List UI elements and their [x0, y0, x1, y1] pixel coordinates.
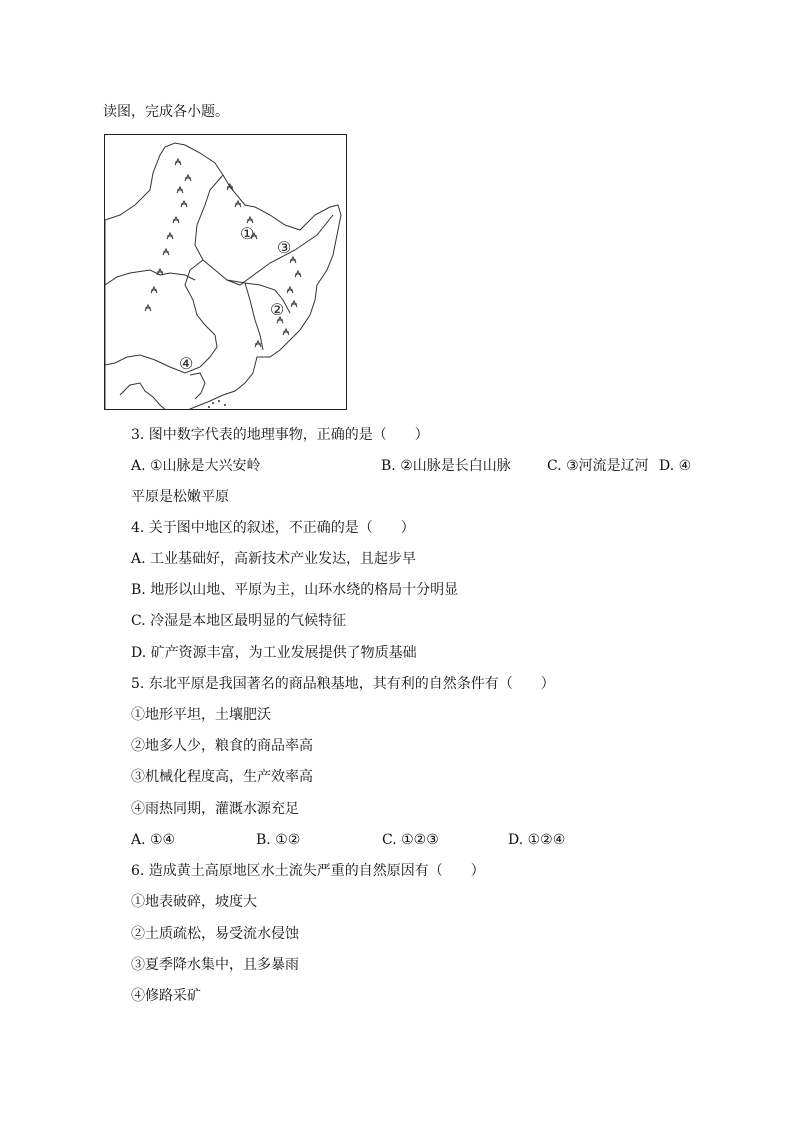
q4-option-a: A. 工业基础好，高新技术产业发达，且起步早	[131, 551, 417, 567]
question-3-stem: 3. 图中数字代表的地理事物，正确的是（ ）	[131, 427, 429, 443]
q4-option-d: D. 矿产资源丰富，为工业发展提供了物质基础	[131, 645, 417, 661]
q4-option-b: B. 地形以山地、平原为主，山环水绕的格局十分明显	[131, 582, 459, 598]
map-marker-3: ③	[277, 238, 292, 257]
q3-option-a: A. ①山脉是大兴安岭	[131, 458, 261, 474]
q5-item-1: ①地形平坦，土壤肥沃	[131, 707, 271, 723]
q5-option-b: B. ①②	[256, 832, 301, 848]
map-drawing	[105, 135, 347, 410]
q5-option-c: C. ①②③	[382, 832, 439, 848]
q6-item-2: ②土质疏松，易受流水侵蚀	[131, 926, 299, 942]
q5-item-4: ④雨热同期，灌溉水源充足	[131, 801, 299, 817]
q6-item-3: ③夏季降水集中，且多暴雨	[131, 957, 299, 973]
q6-item-4: ④修路采矿	[131, 988, 201, 1004]
question-6-stem: 6. 造成黄土高原地区水土流失严重的自然原因有（ ）	[131, 863, 485, 879]
q6-item-1: ①地表破碎，坡度大	[131, 894, 257, 910]
q5-option-a: A. ①④	[131, 832, 176, 848]
q3-option-d-continuation: 平原是松嫩平原	[131, 489, 229, 505]
q3-option-d: D. ④	[659, 458, 692, 474]
q3-option-b: B. ②山脉是长白山脉	[381, 458, 511, 474]
q5-item-3: ③机械化程度高，生产效率高	[131, 769, 313, 785]
q4-option-c: C. 冷湿是本地区最明显的气候特征	[131, 613, 347, 629]
question-4-stem: 4. 关于图中地区的叙述，不正确的是（ ）	[131, 520, 415, 536]
q5-item-2: ②地多人少，粮食的商品率高	[131, 738, 313, 754]
map-marker-4: ④	[179, 354, 194, 373]
q3-option-c: C. ③河流是辽河	[547, 458, 649, 474]
question-5-stem: 5. 东北平原是我国著名的商品粮基地，其有利的自然条件有（ ）	[131, 676, 555, 692]
map-marker-1: ①	[240, 224, 255, 243]
instruction: 读图，完成各小题。	[103, 104, 229, 120]
map-marker-2: ②	[270, 300, 285, 319]
q5-option-d: D. ①②④	[508, 832, 566, 848]
northeast-china-map	[104, 134, 347, 410]
